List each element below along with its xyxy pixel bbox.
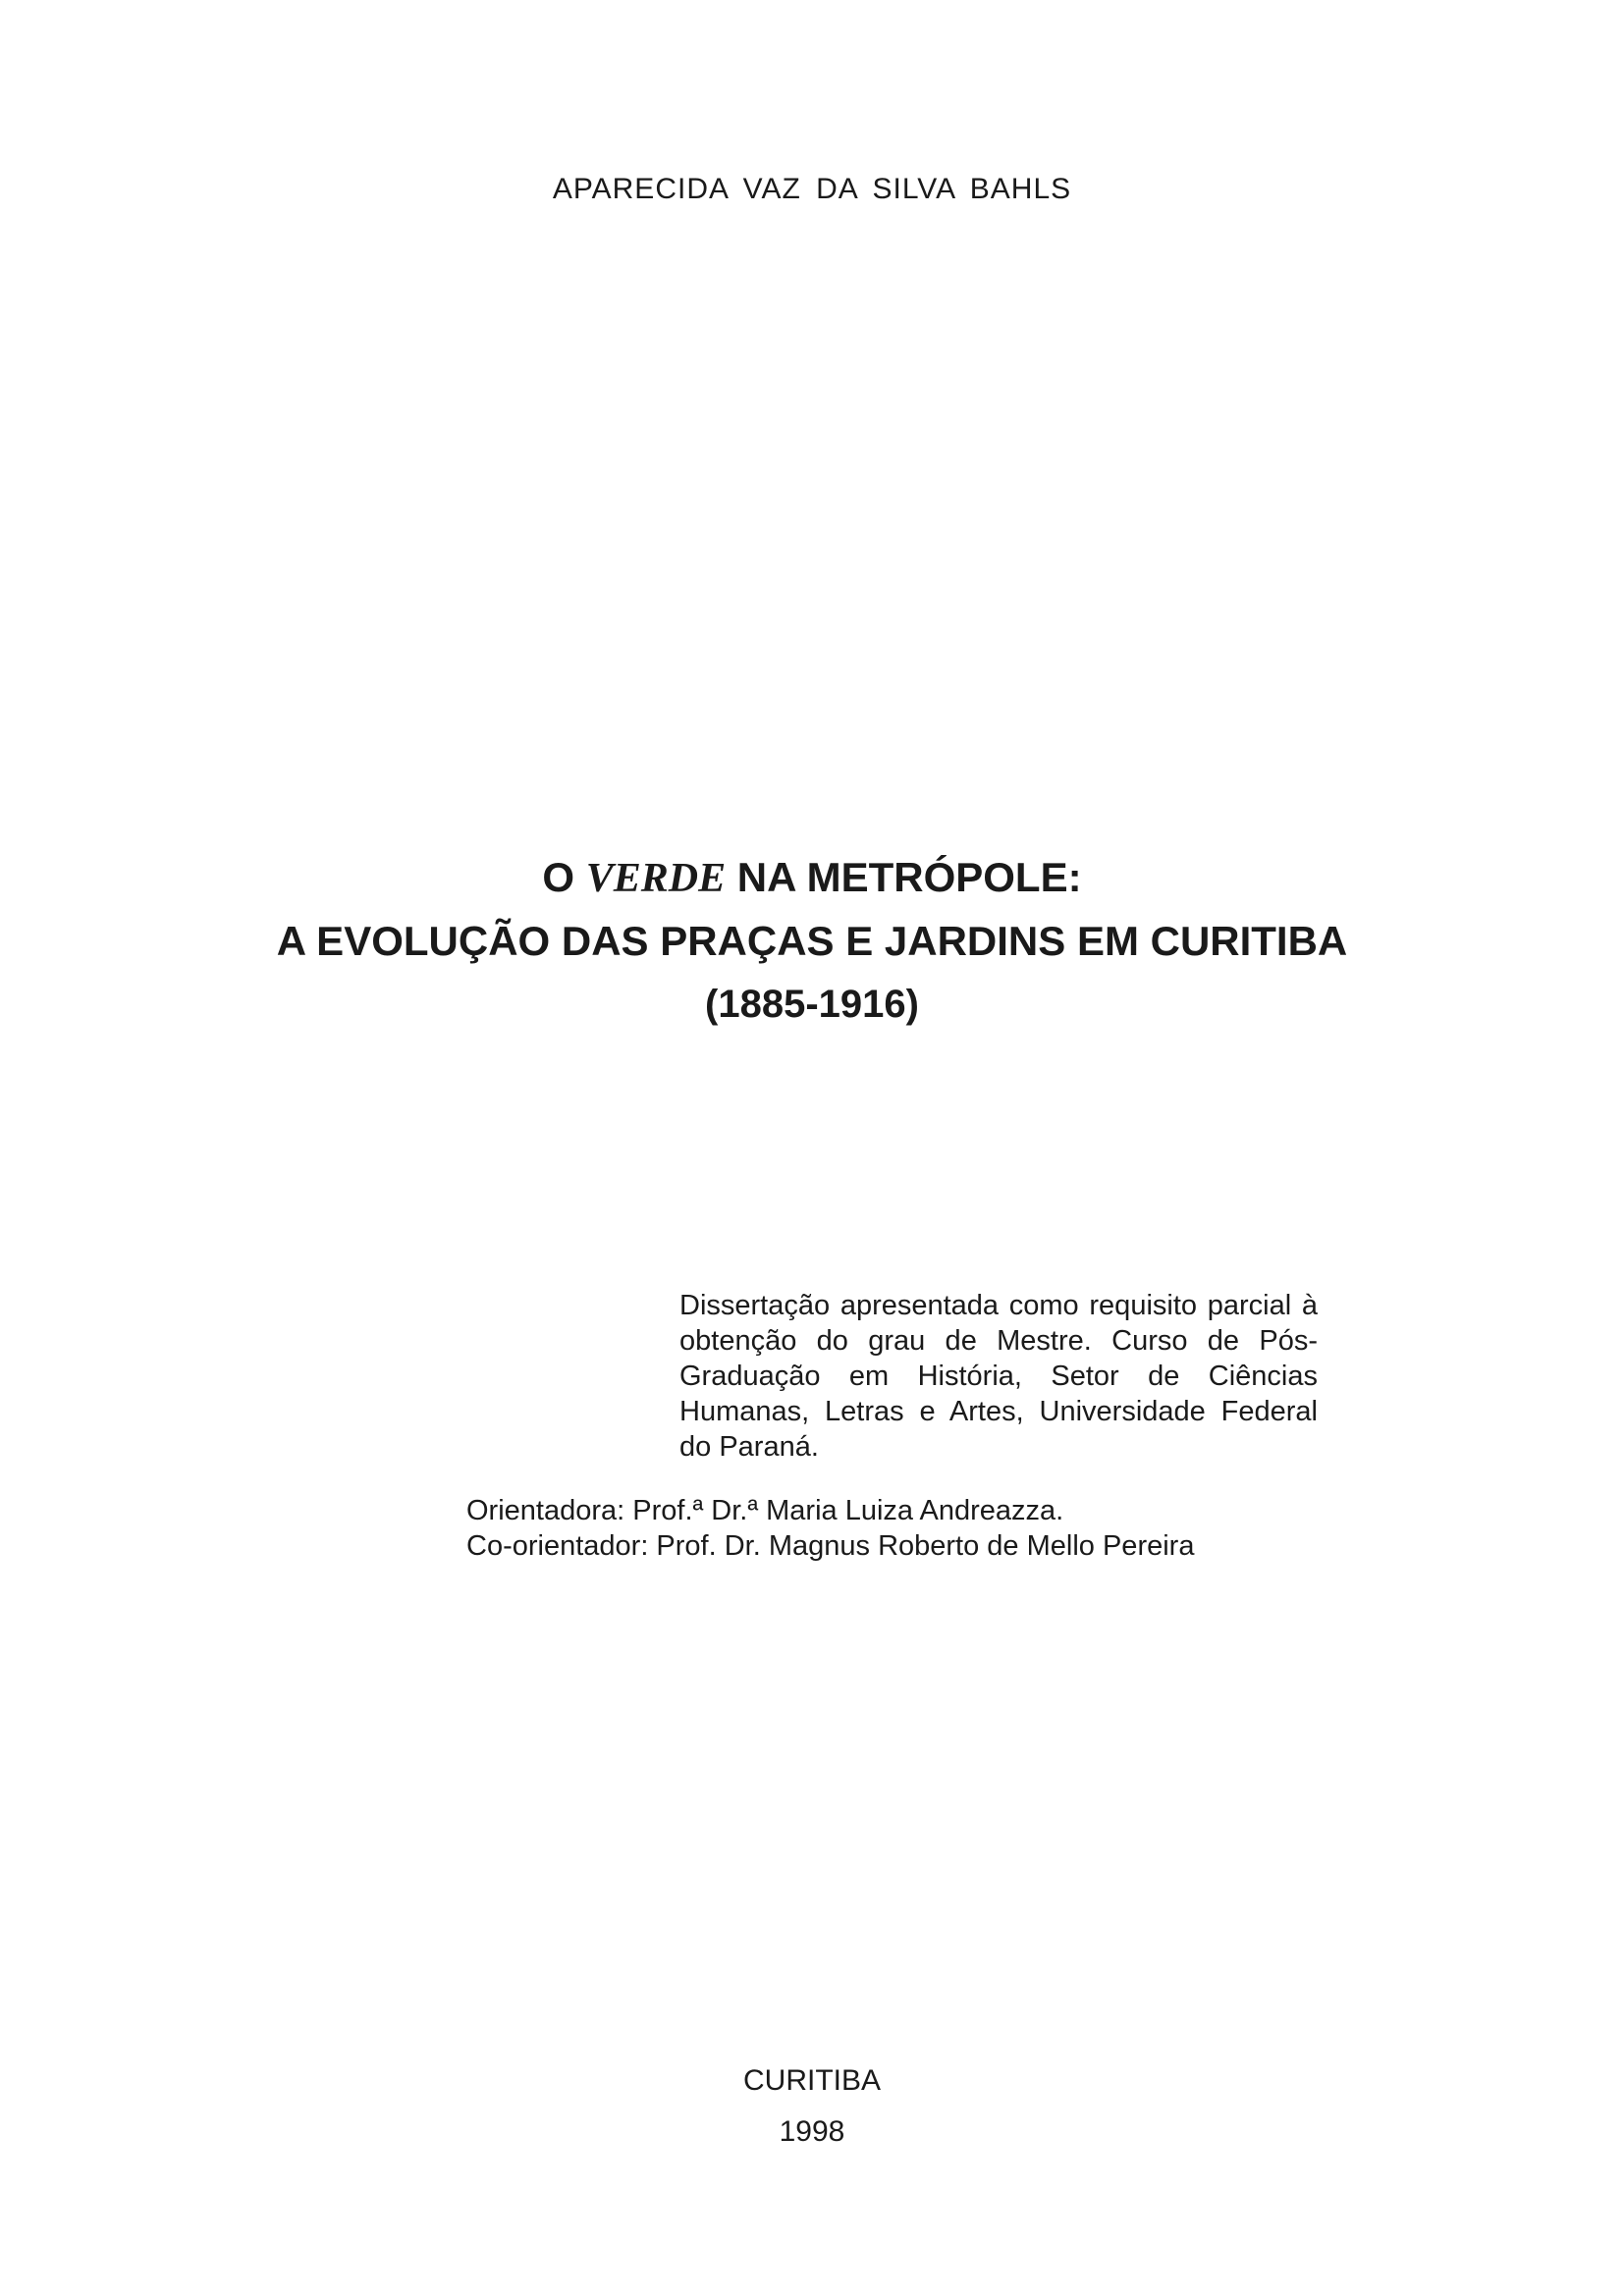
author-name: APARECIDA VAZ DA SILVA BAHLS [552, 173, 1072, 205]
dissertation-note: Dissertação apresentada como requisito parcial à obtenção do grau de Mestre. Curso de Pós-Graduação em História, Setor de Ciências Humanas, Letras e Artes, Universidade Federal do Paraná. [679, 1290, 1318, 1463]
title-line-1-prefix: O [542, 854, 586, 900]
imprint-year: 1998 [779, 2115, 845, 2148]
title-line-1 [0, 846, 1624, 910]
thesis-title [0, 846, 1624, 1036]
title-years: (1885-1916) [705, 983, 919, 1026]
imprint [0, 2056, 1624, 2158]
title-line-2: A EVOLUÇÃO DAS PRAÇAS E JARDINS EM CURITIBA [276, 918, 1348, 964]
title-emphasis: VERDE [585, 856, 727, 901]
title-line-1-suffix: NA METRÓPOLE: [726, 854, 1082, 900]
advisors-block [466, 1493, 1321, 1564]
co-advisor-line: Co-orientador: Prof. Dr. Magnus Roberto de Mello Pereira [466, 1530, 1195, 1562]
advisor-line: Orientadora: Prof.ª Dr.ª Maria Luiza Andreazza. [466, 1495, 1064, 1526]
imprint-city: CURITIBA [742, 2064, 881, 2097]
